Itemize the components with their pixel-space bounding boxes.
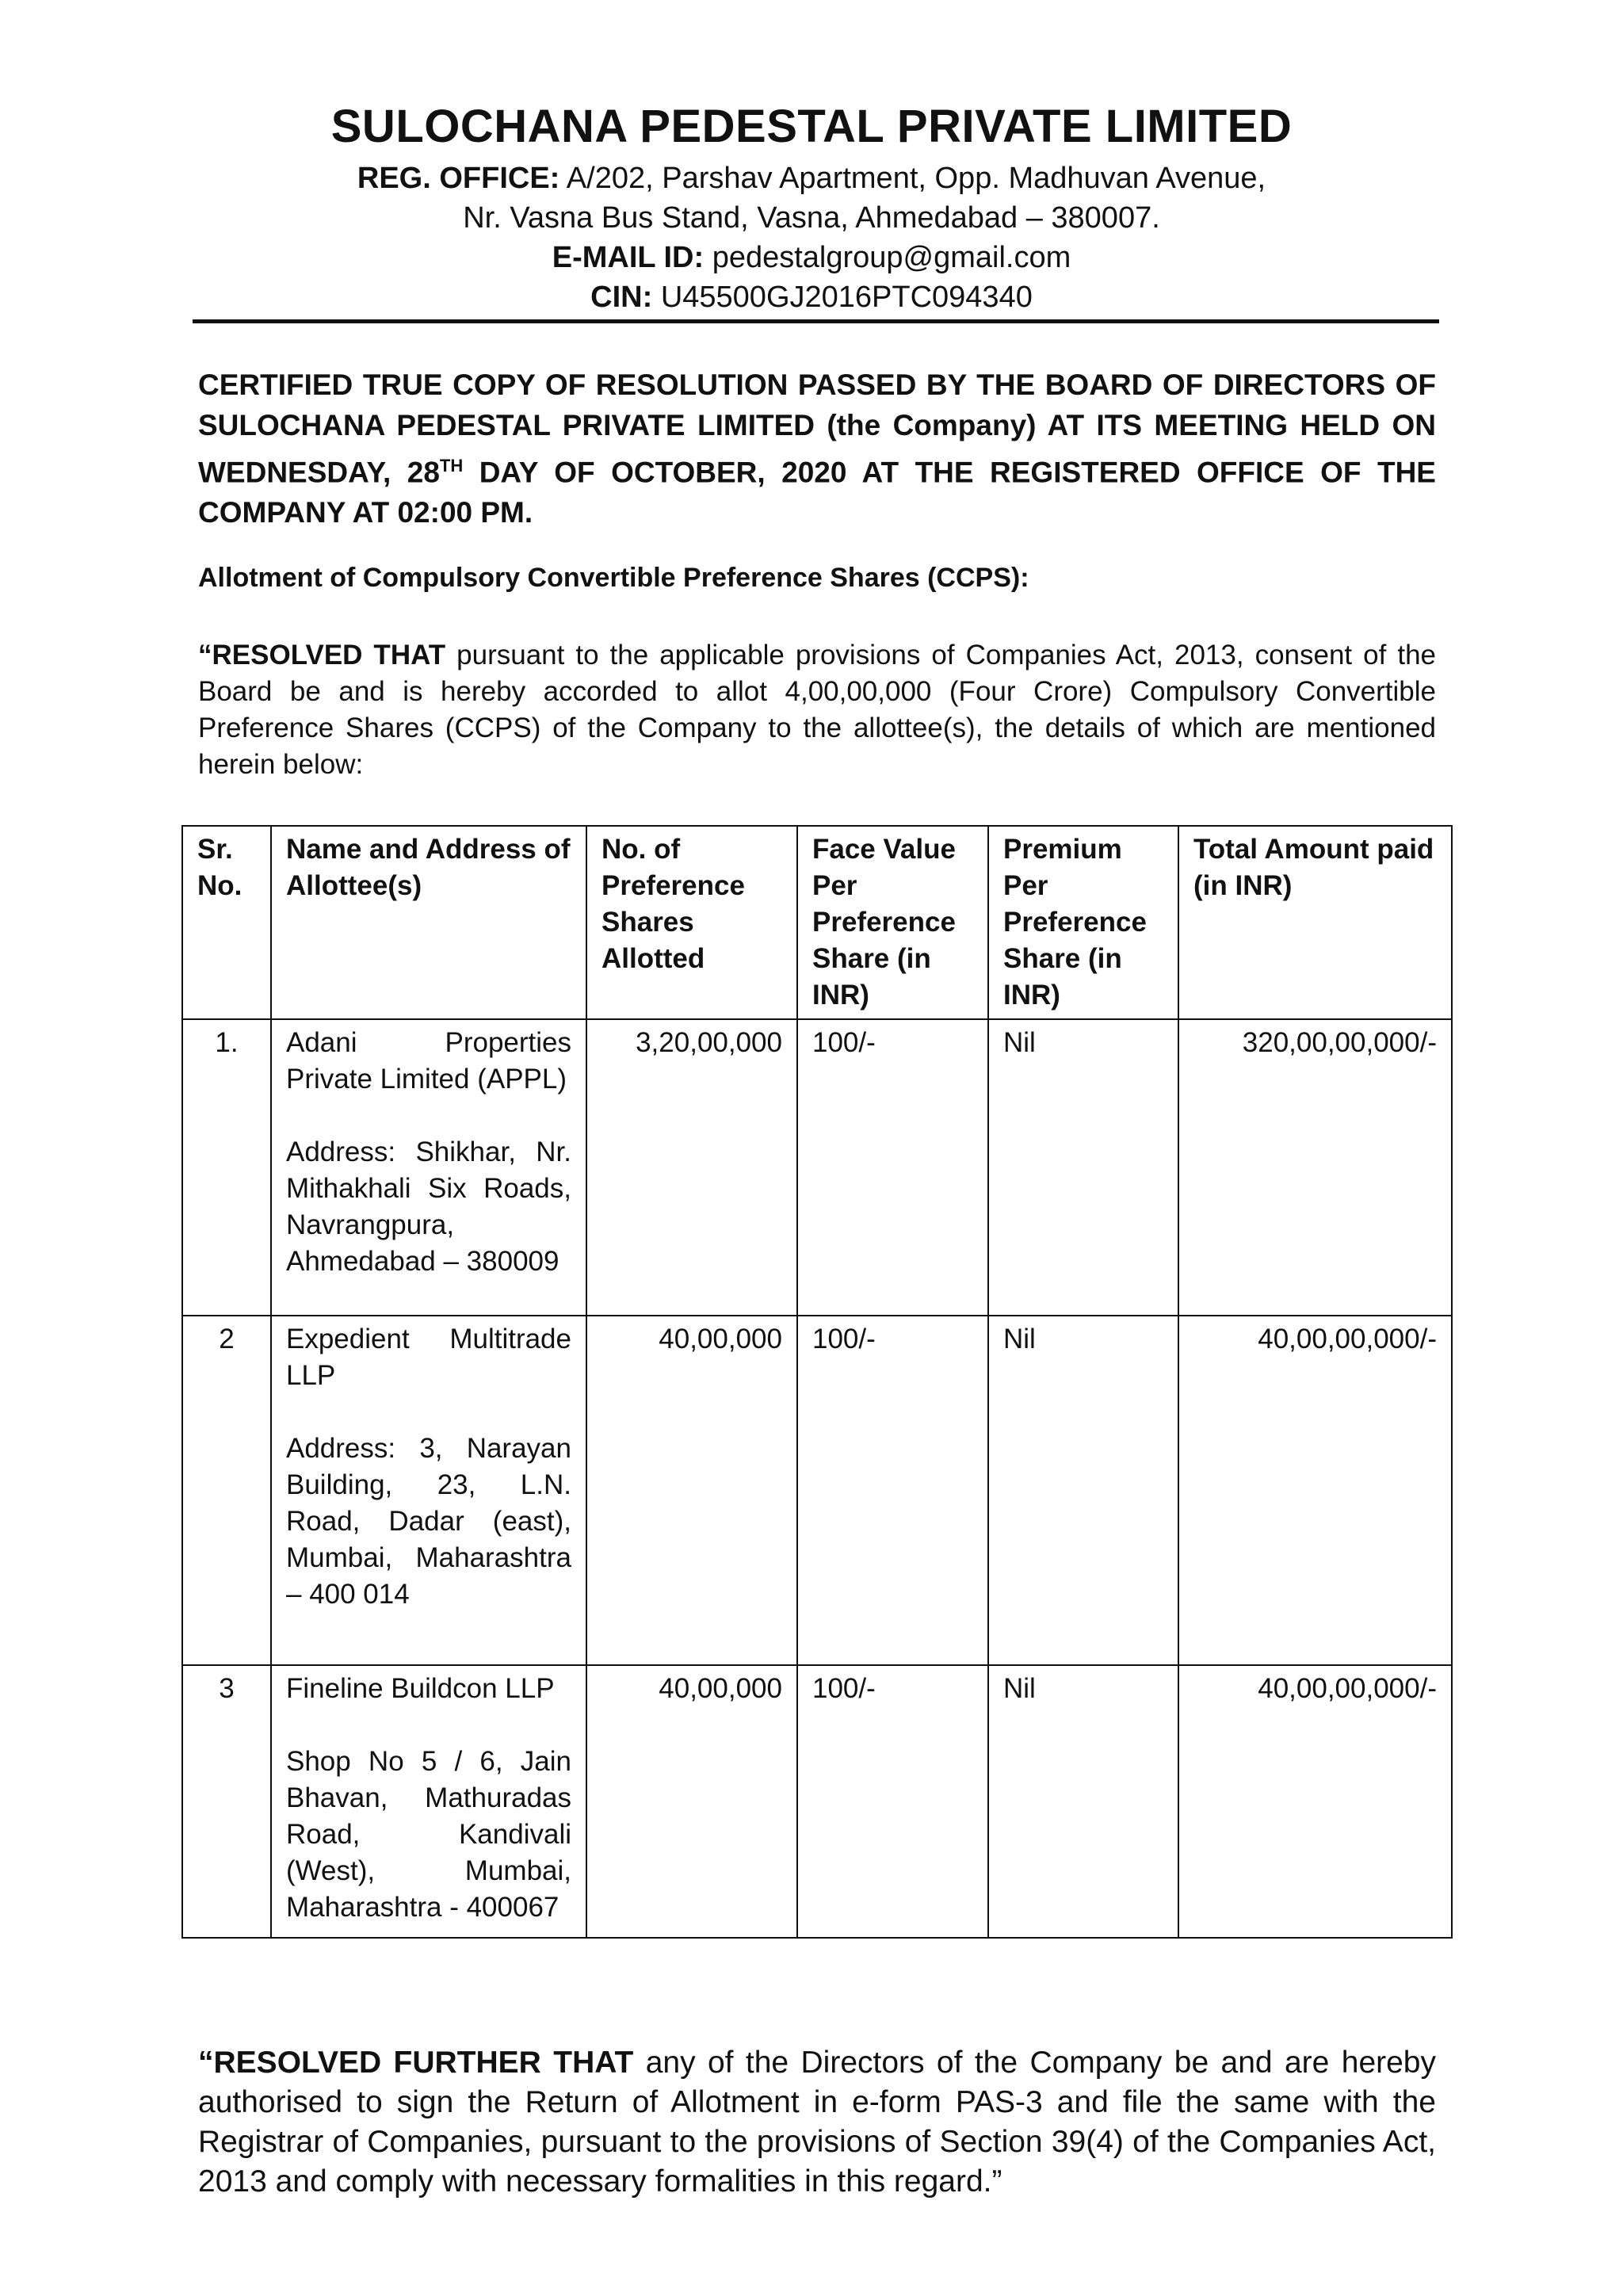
allottee-address: Address: Shikhar, Nr. Mithakhali Six Roads, Navrangpura, Ahmedabad – 380009 [286, 1137, 571, 1277]
reg-office-line [0, 159, 1623, 198]
cell-sr: 2 [182, 1316, 271, 1665]
cell-sr: 3 [182, 1665, 271, 1938]
reg-office-address-1: A/202, Parshav Apartment, Opp. Madhuvan Avenue, [566, 162, 1266, 195]
cell-total: 40,00,00,000/- [1178, 1665, 1452, 1938]
reg-office-address-2: Nr. Vasna Bus Stand, Vasna, Ahmedabad – 380007. [463, 201, 1160, 235]
cell-premium: Nil [988, 1316, 1178, 1665]
resolution-heading [198, 365, 1436, 533]
header-total-amount: Total Amount paid (in INR) [1178, 826, 1452, 1019]
cell-name-address [271, 1665, 586, 1938]
header-shares-allotted: No. of Preference Shares Allotted [586, 826, 797, 1019]
allotment-table [181, 825, 1453, 1939]
company-title: SULOCHANA PEDESTAL PRIVATE LIMITED [330, 101, 1293, 152]
cell-premium: Nil [988, 1665, 1178, 1938]
resolved-text: pursuant to the applicable provisions of Companies Act, 2013, consent of the Board be and is hereby accorded to allot 4,00,00,000 (Four Crore) Compulsory Convertible Preference Shares (CCPS) of the Company to the allottee(s), the details of which are mentioned herein below: [198, 640, 1437, 780]
cell-total: 320,00,00,000/- [1178, 1019, 1452, 1316]
allottee-name: Expedient Multitrade LLP [286, 1324, 571, 1391]
email-value: pedestalgroup@gmail.com [712, 241, 1071, 274]
resolved-further-lead: “RESOLVED FURTHER THAT [198, 2046, 634, 2080]
table-row [182, 1665, 1452, 1938]
cin-line [0, 277, 1623, 317]
table-row [182, 1316, 1452, 1665]
cell-face-value: 100/- [797, 1019, 988, 1316]
heading-text-2: DAY OF OCTOBER, 2020 AT THE REGISTERED OFFICE OF THE COMPANY AT 02:00 PM. [198, 456, 1436, 529]
cell-name-address [271, 1019, 586, 1316]
header-premium: Premium Per Preference Share (in INR) [988, 826, 1178, 1019]
cell-shares: 40,00,000 [586, 1316, 797, 1665]
reg-office-label: REG. OFFICE: [357, 162, 560, 195]
resolved-paragraph [198, 637, 1436, 783]
resolved-further-paragraph [198, 2043, 1436, 2202]
cell-face-value: 100/- [797, 1316, 988, 1665]
heading-superscript: TH [439, 456, 464, 476]
header-name-address: Name and Address of Allottee(s) [271, 826, 586, 1019]
cin-label: CIN: [590, 281, 653, 314]
table-header-row [182, 826, 1452, 1019]
header-sr-no: Sr. No. [182, 826, 271, 1019]
email-label: E-MAIL ID: [552, 241, 705, 274]
cell-shares: 40,00,000 [586, 1665, 797, 1938]
allottee-address: Shop No 5 / 6, Jain Bhavan, Mathuradas Road, Kandivali (West), Mumbai, Maharashtra - 400067 [286, 1746, 571, 1923]
resolved-further-text: any of the Directors of the Company be and are hereby authorised to sign the Return of Allotment in e-form PAS-3 and file the same with the Registrar of Companies, pursuant to the provisions of Section 39(4) of the Companies Act, 2013 and comply with necessary formalities in this regard.” [198, 2046, 1436, 2199]
cell-total: 40,00,00,000/- [1178, 1316, 1452, 1665]
header-divider [193, 319, 1439, 323]
cell-sr: 1. [182, 1019, 271, 1316]
allotment-subheading: Allotment of Compulsory Convertible Preference Shares (CCPS): [198, 563, 1029, 593]
email-line [0, 238, 1623, 277]
cell-premium: Nil [988, 1019, 1178, 1316]
allottee-name: Fineline Buildcon LLP [286, 1673, 555, 1704]
allottee-address: Address: 3, Narayan Building, 23, L.N. Road, Dadar (east), Mumbai, Maharashtra – 400 014 [286, 1433, 571, 1610]
header-face-value: Face Value Per Preference Share (in INR) [797, 826, 988, 1019]
allottee-name: Adani Properties Private Limited (APPL) [286, 1027, 571, 1095]
table-row [182, 1019, 1452, 1316]
heading-text-1: CERTIFIED TRUE COPY OF RESOLUTION PASSED BY THE BOARD OF DIRECTORS OF SULOCHANA PEDESTAL PRIVATE LIMITED (the Company) AT ITS MEETING HELD ON WEDNESDAY, 28 [198, 369, 1436, 489]
resolved-lead: “RESOLVED THAT [198, 640, 446, 670]
cin-value: U45500GJ2016PTC094340 [660, 281, 1033, 314]
cell-name-address [271, 1316, 586, 1665]
cell-shares: 3,20,00,000 [586, 1019, 797, 1316]
cell-face-value: 100/- [797, 1665, 988, 1938]
